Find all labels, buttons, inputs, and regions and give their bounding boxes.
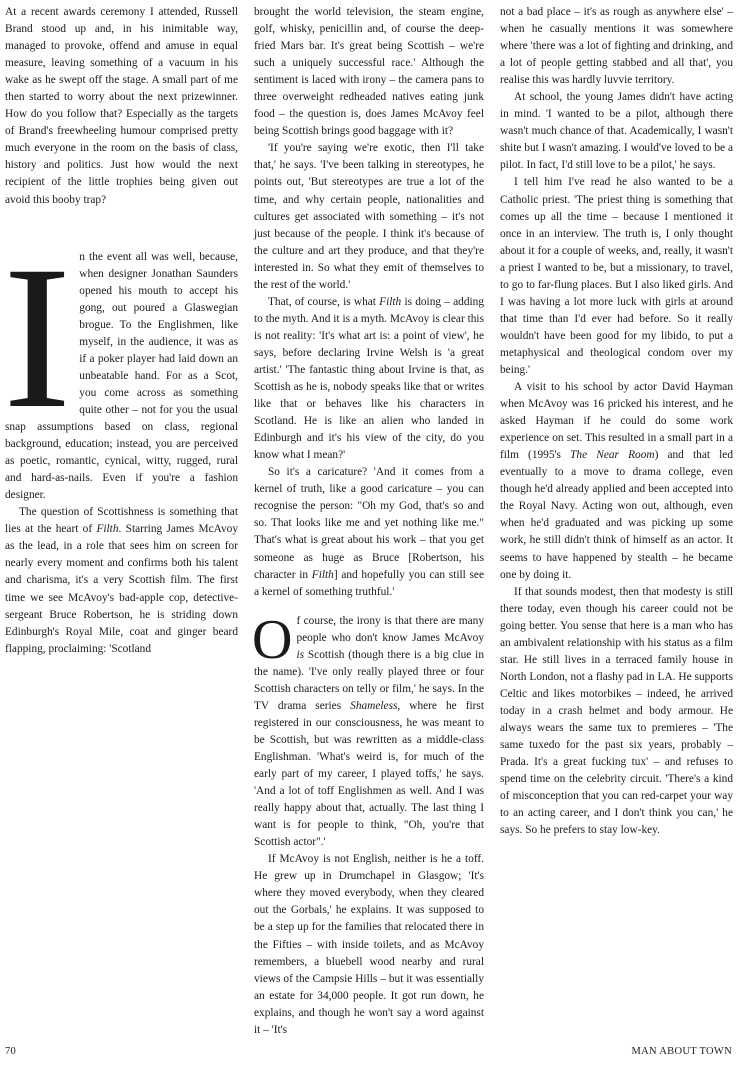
article-column-2: [254, 4, 484, 1039]
article-paragraph: [500, 379, 733, 584]
drop-cap: O: [252, 608, 293, 671]
article-column-1: [5, 4, 238, 658]
text-run: ) and that led eventually to a move to drama college, even though he'd already applied and been accepted into the Royal Navy. Acting won out, although, even when he'd graduated and was picking up some work, he still didn't think of himself as an actor. It seems to have happened by stealth – he became one by doing it.: [500, 449, 733, 581]
article-paragraph: [252, 608, 484, 852]
article-paragraph: [3, 223, 238, 505]
text-run: That, of course, is what: [268, 295, 380, 308]
drop-cap: I: [3, 223, 72, 451]
film-title: Filth: [379, 295, 402, 308]
emphasis: is: [296, 648, 305, 661]
magazine-name: MAN ABOUT TOWN: [631, 1046, 732, 1057]
article-paragraph: At a recent awards ceremony I attended, Russell Brand stood up and, in his inimitable way, managed to provoke, offend and amuse in equal measure, leaving something of a vacuum in his wake as he swept off the stage. A small part of me then started to worry about the next prizewinner. How do you follow that? Especially as the targets of Brand's freewheeling humour comprised pretty much everyone in the room on the basis of class, history and politics. Just how would the next recipient of the little trophies being given out avoid this booby trap?: [5, 6, 238, 206]
article-paragraph: [254, 464, 484, 600]
article-paragraph: At school, the young James didn't have acting in mind. 'I wanted to be a pilot, although there wasn't much chance of that. Academically, I wasn't shite but I wasn't amazing. I would've loved to be a pilot. In fact, I'd still love to be a pilot,' he says.: [500, 91, 733, 172]
text-run: f course, the irony is that there are many people who don't know James McAvoy: [296, 614, 484, 644]
article-paragraph: If McAvoy is not English, neither is he a toff. He grew up in Drumchapel in Glasgow; 'It's where they moved everybody, when they cleared out the Gorbals,' he explains. It was supposed to be a step up for the families that relocated there in the Fifties – with inside toilets, and as McAvoy remembers, a bluebell wood nearby and rural views of the Campsie Hills – but it was essentially an estate for 34,000 people. It got run down, he explains, and though he won't say a word against it – 'It's: [254, 853, 484, 1036]
page-number: 70: [5, 1046, 17, 1057]
article-paragraph: If that sounds modest, then that modesty is still there today, even though his career could not be going better. You sense that here is a man who has an ambivalent relationship with his status as a film star. He still lives in a terraced family house in North London, not a flashy pad in LA. He supports Celtic and likes motorbikes – indeed, he arrived today in a crash helmet and body armour. He always wears the same tux to premieres – 'The same tuxedo for the past six years, probably – Prada. It's a great fucking tux' – and refuses to spend time on the celebrity circuit. 'There's a kind of misconception that you can red-carpet your way to an acting career, and I don't think you can,' he says. So he prefers to stay low-key.: [500, 585, 733, 837]
article-paragraph: not a bad place – it's as rough as anywhere else' – when he casually mentions it was somewhere where 'there was a lot of fighting and drinking, and a lot of people getting stabbed and all that', you realise this was hardly luvvie territory.: [500, 6, 733, 87]
text-run: . Starring James McAvoy as the lead, in a role that sees him on screen for nearly every moment and confirms both his talent and charisma, it's a very Scottish film. The first time we see McAvoy's bad-apple cop, detective-sergeant Bruce Robertson, he is striding down Edinburgh's Royal Mile, coat and ginger beard flapping, proclaiming: 'Scotland: [5, 523, 238, 655]
film-title: Filth: [96, 523, 119, 536]
text-run: A visit to his school by actor David Hayman when McAvoy was 16 pricked his interest, and he asked Hayman if he could do some work experience on set. This resulted in a small part in a film (1995's: [500, 381, 733, 462]
article-column-3: [500, 4, 733, 839]
show-title: Shameless: [350, 699, 398, 712]
article-paragraph: [254, 294, 484, 464]
film-title: Filth: [311, 568, 334, 581]
text-run: Scottish (though there is a big clue in the name). 'I've only really played three or four Scottish characters on telly or film,' he says. In the TV drama series: [254, 648, 484, 712]
text-run: is doing – adding to the myth. And it is a myth. McAvoy is clear this is not reality: 'It's what art is: a point of view', he says, before declaring Irvine Welsh is 'a great artist.' 'The fantastic thing about Irvine is that, as Scottish as he is, nobody speaks like that or writes like that or behaves like his characters in Scotland. He is like an alien who landed in Edinburgh and it's his view of the city, do you know what I mean?': [254, 295, 485, 462]
article-paragraph: brought the world television, the steam engine, golf, whisky, penicillin and, of course the deep-fried Mars bar. It's great being Scottish – we're such a uniquely successful race.' Although the sentiment is laced with irony – the camera pans to three overweight redheaded natives eating junk food – the question is, does James McAvoy feel being Scottish brings good baggage with it?: [254, 6, 484, 138]
film-title: The Near Room: [570, 449, 655, 462]
article-paragraph: [5, 504, 238, 657]
text-run: , where he first registered in our consciousness, he was meant to be Scottish, but was rewritten as a middle-class Englishman. 'What's weird is, for much of the early part of my career, I played toffs,' he says. 'And a lot of toff Englishmen as well. And I was really happy about that, actually. The last thing I want is for people to think, "Oh, you're that Scottish actor".': [254, 699, 484, 849]
text-run: So it's a caricature? 'And it comes from a kernel of truth, like a good caricature – you can recognise the person: "Oh my God, that's so and so. That looks like me and yet nothing like me." That's what is great about his work – that you get someone as huge as Bruce [Robertson, his character in: [254, 466, 484, 581]
text-run: The question of Scottishness is something that lies at the heart of: [5, 506, 238, 536]
text-run: ] and hopefully you can still see a kernel of something truthful.': [254, 568, 484, 598]
article-paragraph-text: n the event all was well, because, when designer Jonathan Saunders opened his mouth to accept his gong, out poured a Glaswegian brogue. To the Englishmen, like myself, in the audience, it was as if a poker player had laid down an unbeatable hand. For as a Scot, you come across as something quite other – not for you the usual snap assumptions based on class, regional background, education; instead, you are perceived as poetic, romantic, cynical, witty, rugged, rural and hard-as-nails. Even if you're a fashion designer.: [5, 250, 238, 502]
article-paragraph: I tell him I've read he also wanted to be a Catholic priest. 'The priest thing is something that comes up all the time – because I mentioned it once in an interview. The truth is, I only thought about it for a couple of weeks, and, really, it wasn't a priest I wanted to be, but a missionary, to travel, to go to far-flung places. But I also liked girls. And I was having a lot more luck with girls at around that time than I'd ever had before. So it really wouldn't have been good for my libido, to put a metaphysical and theological condom over my being.': [500, 176, 733, 376]
article-paragraph: 'If you're saying we're exotic, then I'll take that,' he says. 'I've been talking in stereotypes, he points out, 'But stereotypes are true a lot of the time, and why certain people, nationalities and cultures get associated with something – it's not just because of the people. I think it's because of the culture and art they produce, and that they're interested in. So what they emit of themselves to the rest of the world.': [254, 142, 484, 291]
